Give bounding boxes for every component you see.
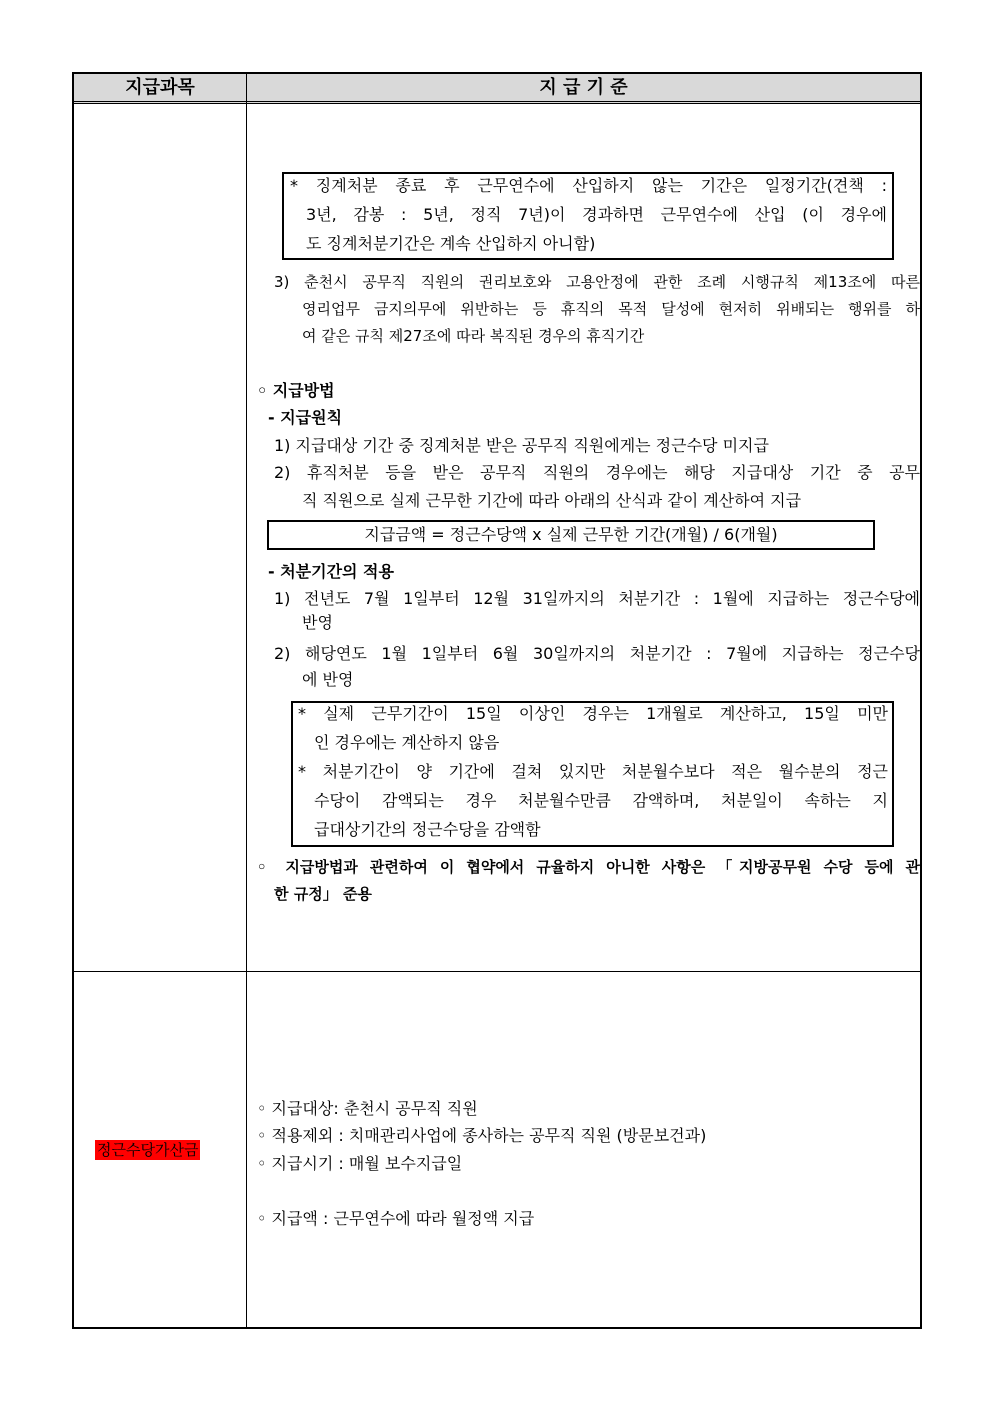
payment-timing: ◦ 지급시기 : 매월 보수지급일 [257, 1154, 463, 1173]
period-item-2-cont: 에 반영 [302, 670, 354, 689]
item-3-line: 영리업무 금지의무에 위반하는 등 휴직의 목적 달성에 현저히 위배되는 행위를 하 [302, 300, 920, 318]
item-3-line: 3) 춘천시 공무직 직원의 권리보호와 고용안정에 관한 조례 시행규칙 제13조에 따른 [274, 273, 920, 291]
method-title: ◦ 지급방법 [257, 381, 335, 400]
note-line: 수당이 감액되는 경우 처분월수만큼 감액하며, 처분일이 속하는 지 [314, 791, 888, 810]
row-label-seniority-allowance-supplement: 정근수당가산금 [97, 1141, 199, 1159]
application-exclusion: ◦ 적용제외 : 치매관리사업에 종사하는 공무직 직원 (방문보건과) [257, 1126, 707, 1145]
principle-item-2-cont: 직 직원으로 실제 근무한 기간에 따라 아래의 산식과 같이 계산하여 지급 [302, 491, 802, 510]
final-note: ◦ 지급방법과 관련하여 이 협약에서 규율하지 아니한 사항은 「지방공무원 수당 등에 관 [257, 858, 920, 876]
period-item-1: 1) 전년도 7월 1일부터 12월 31일까지의 처분기간 : 1월에 지급하는 정근수당에 [274, 589, 920, 608]
principle-item-1: 1) 지급대상 기간 중 징계처분 받은 공무직 직원에게는 정근수당 미지급 [274, 436, 769, 455]
note-line: 도 징계처분기간은 계속 산입하지 아니함) [306, 234, 596, 253]
note-line: 인 경우에는 계산하지 않음 [314, 733, 500, 752]
note-line: 3년, 감봉 : 5년, 정직 7년)이 경과하면 근무연수에 산입 (이 경우에 [306, 205, 887, 224]
item-3-line: 여 같은 규칙 제27조에 따라 복직된 경우의 휴직기간 [302, 327, 645, 345]
note-line: * 처분기간이 양 기간에 걸쳐 있지만 처분월수보다 적은 월수분의 정근 [298, 762, 888, 781]
table-header [74, 74, 920, 104]
period-item-1-cont: 반영 [302, 613, 333, 632]
period-item-2: 2) 해당연도 1월 1일부터 6월 30일까지의 처분기간 : 7월에 지급하는 정근수당 [274, 644, 920, 663]
column-divider [246, 74, 247, 1327]
row-divider [74, 971, 920, 972]
final-note-cont: 한 규정」 준용 [274, 885, 372, 903]
note-line: * 징계처분 종료 후 근무연수에 산입하지 않는 기간은 일정기간(견책 : [290, 176, 887, 195]
principle-item-2: 2) 휴직처분 등을 받은 공무직 직원의 경우에는 해당 지급대상 기간 중 공무 [274, 463, 920, 482]
note-line: 급대상기간의 정근수당을 감액함 [314, 820, 541, 839]
formula-text: 지급금액 = 정근수당액 x 실제 근무한 기간(개월) / 6(개월) [364, 525, 778, 544]
payment-target: ◦ 지급대상: 춘천시 공무직 직원 [257, 1099, 478, 1118]
principle-title: - 지급원칙 [268, 408, 343, 427]
header-payment-item: 지급과목 [125, 77, 195, 98]
period-title: - 처분기간의 적용 [268, 562, 394, 581]
note-line: * 실제 근무기간이 15일 이상인 경우는 1개월로 계산하고, 15일 미만 [298, 704, 888, 723]
payment-amount: ◦ 지급액 : 근무연수에 따라 월정액 지급 [257, 1209, 535, 1228]
header-payment-criteria: 지 급 기 준 [539, 77, 628, 98]
